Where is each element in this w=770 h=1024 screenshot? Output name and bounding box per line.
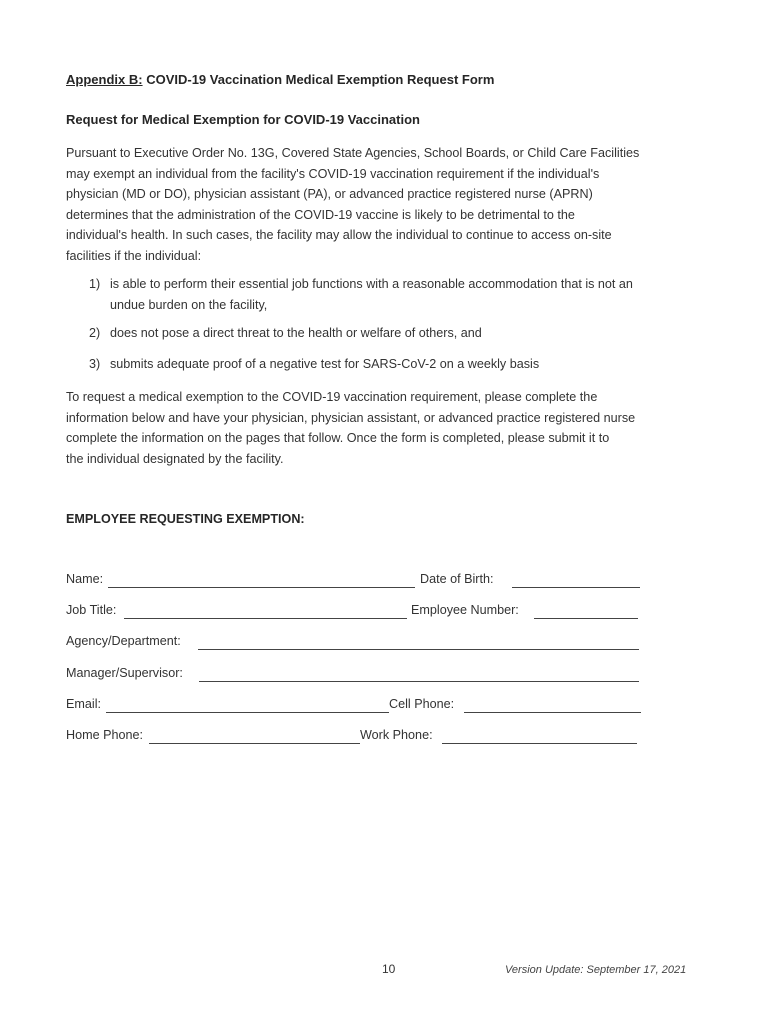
closing-line: complete the information on the pages that follow. Once the form is completed, please submit it to [66, 431, 610, 446]
employee-number-label: Employee Number: [411, 603, 519, 617]
list-item-text [110, 323, 701, 344]
intro-line: facilities if the individual: [66, 248, 202, 263]
field-row-job [66, 603, 646, 623]
list-item [89, 354, 701, 375]
field-row-name [66, 572, 646, 592]
home-phone-line[interactable] [149, 743, 360, 744]
version-update: Version Update: September 17, 2021 [505, 964, 687, 976]
employee-number-line[interactable] [534, 618, 638, 619]
field-row-manager [66, 666, 646, 686]
list-item-line: submits adequate proof of a negative test for SARS-CoV-2 on a weekly basis [110, 357, 540, 371]
email-field[interactable] [66, 697, 101, 711]
intro-line: Pursuant to Executive Order No. 13G, Covered State Agencies, School Boards, or Child Care Facilities [66, 146, 640, 160]
list-item-line: does not pose a direct threat to the health or welfare of others, and [110, 326, 482, 340]
home-phone-field[interactable] [66, 728, 143, 742]
appendix-title: COVID-19 Vaccination Medical Exemption Request Form [146, 72, 495, 87]
closing-paragraph [66, 387, 706, 469]
intro-line: may exempt an individual from the facility's COVID-19 vaccination requirement if the individual's [66, 166, 600, 181]
intro-line: individual's health. In such cases, the facility may allow the individual to continue to access on-site [66, 228, 612, 243]
intro-line: physician (MD or DO), physician assistant (PA), or advanced practice registered nurse (APRN) [66, 187, 593, 202]
list-item-text [110, 354, 701, 375]
email-label: Email: [66, 697, 101, 711]
cell-phone-label: Cell Phone: [389, 697, 455, 711]
list-item [89, 274, 701, 315]
appendix-heading [66, 72, 494, 87]
email-line[interactable] [106, 712, 389, 713]
work-phone-field[interactable] [360, 728, 433, 742]
closing-line: To request a medical exemption to the COVID-19 vaccination requirement, please complete the [66, 390, 598, 404]
list-item-number: 2) [89, 326, 101, 340]
home-phone-label: Home Phone: [66, 728, 144, 742]
agency-field[interactable] [66, 634, 181, 648]
employee-section-heading: EMPLOYEE REQUESTING EXEMPTION: [66, 512, 305, 526]
cell-phone-line[interactable] [464, 712, 641, 713]
field-row-agency [66, 634, 646, 654]
closing-line: the individual designated by the facility. [66, 451, 284, 466]
job-title-line[interactable] [124, 618, 407, 619]
closing-line: information below and have your physician, physician assistant, or advanced practice registered nurse [66, 410, 636, 425]
dob-line[interactable] [512, 587, 640, 588]
name-label: Name: [66, 572, 104, 586]
agency-line[interactable] [198, 649, 639, 650]
job-title-label: Job Title: [66, 603, 117, 617]
request-title: Request for Medical Exemption for COVID-19 Vaccination [66, 112, 420, 127]
dob-label: Date of Birth: [420, 572, 494, 586]
list-item-text [110, 274, 701, 315]
manager-field[interactable] [66, 666, 183, 680]
list-item-number: 3) [89, 357, 101, 371]
list-item-line: is able to perform their essential job functions with a reasonable accommodation that is not an [110, 277, 633, 291]
list-item-number: 1) [89, 277, 101, 291]
dob-field[interactable] [420, 572, 494, 586]
name-field[interactable] [66, 572, 103, 586]
list-item-line: undue burden on the facility, [110, 297, 268, 312]
work-phone-line[interactable] [442, 743, 637, 744]
manager-line[interactable] [199, 681, 639, 682]
job-title-field[interactable] [66, 603, 116, 617]
appendix-label: Appendix B: [66, 72, 143, 87]
employee-number-field[interactable] [411, 603, 519, 617]
field-row-email [66, 697, 646, 717]
list-item [89, 323, 701, 344]
work-phone-label: Work Phone: [360, 728, 433, 742]
intro-line: determines that the administration of the COVID-19 vaccine is likely to be detrimental to the [66, 207, 575, 222]
intro-paragraph [66, 143, 706, 267]
manager-label: Manager/Supervisor: [66, 666, 183, 680]
name-line[interactable] [108, 587, 415, 588]
cell-phone-field[interactable] [389, 697, 454, 711]
field-row-phones [66, 728, 646, 748]
agency-label: Agency/Department: [66, 634, 181, 648]
page-number: 10 [382, 962, 396, 976]
